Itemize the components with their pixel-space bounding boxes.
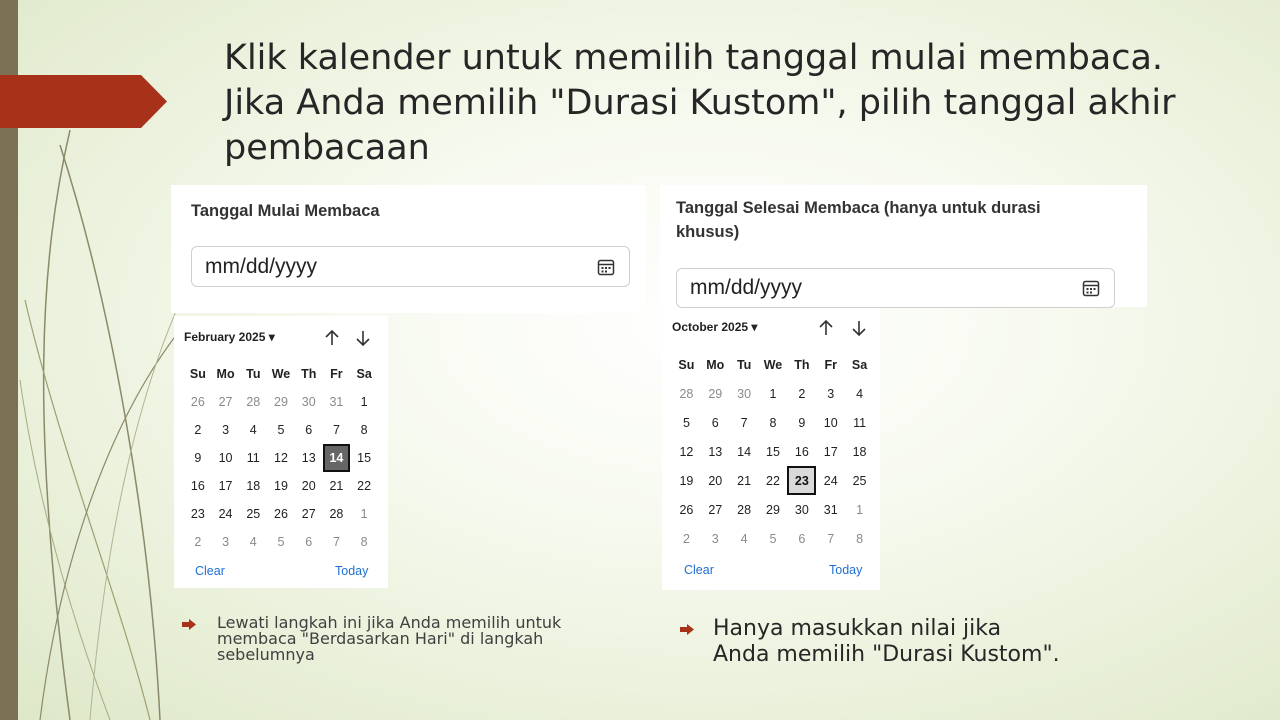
calendar-day[interactable]: 2 [682, 531, 690, 546]
start-date-input[interactable] [191, 246, 630, 287]
calendar-day[interactable]: 15 [357, 451, 372, 465]
calendar-day[interactable]: 9 [194, 451, 202, 465]
weekday-header: Fr [824, 357, 837, 372]
bullet-right-line1: Hanya masukkan nilai jika [713, 616, 1002, 641]
calendar-day[interactable]: 27 [708, 502, 723, 517]
calendar-day[interactable]: 8 [360, 423, 368, 437]
calendar-day[interactable]: 6 [305, 423, 313, 437]
calendar-day[interactable]: 9 [798, 415, 806, 430]
calendar-day[interactable]: 28 [737, 502, 752, 517]
calendar-day[interactable]: 8 [856, 531, 864, 546]
weekday-header: We [271, 367, 291, 381]
calendar-day[interactable]: 10 [218, 451, 233, 465]
calendar-grid [672, 350, 874, 553]
calendar-day[interactable]: 24 [218, 507, 233, 521]
calendar-day[interactable]: 19 [274, 479, 288, 493]
calendar-day[interactable]: 16 [794, 444, 809, 459]
bullet-right-text [713, 616, 1060, 668]
calendar-day[interactable]: 6 [798, 531, 806, 546]
calendar-icon[interactable] [597, 258, 615, 276]
end-date-label: Tanggal Selesai Membaca (hanya untuk durasi khusus) [676, 199, 1041, 241]
calendar-day[interactable]: 4 [249, 423, 257, 437]
calendar-day[interactable]: 10 [823, 415, 838, 430]
calendar-day[interactable]: 26 [679, 502, 694, 517]
calendar-day[interactable]: 20 [708, 473, 723, 488]
calendar-day[interactable]: 8 [769, 415, 777, 430]
calendar-day[interactable]: 25 [852, 473, 867, 488]
bullet-right-line2: Anda memilih "Durasi Kustom". [713, 642, 1060, 667]
calendar-day[interactable]: 2 [194, 535, 202, 549]
calendar-day[interactable]: 3 [222, 423, 230, 437]
calendar-day[interactable]: 5 [277, 423, 285, 437]
calendar-day[interactable]: 2 [194, 423, 202, 437]
today-button[interactable]: Today [335, 564, 369, 578]
arrow-up-icon[interactable] [817, 319, 835, 337]
calendar-day[interactable]: 14 [323, 444, 351, 472]
calendar-day[interactable]: 3 [827, 386, 835, 401]
calendar-day[interactable]: 23 [190, 507, 205, 521]
weekday-header: Su [678, 357, 695, 372]
calendar-day[interactable]: 6 [711, 415, 719, 430]
calendar-day[interactable]: 26 [190, 395, 205, 409]
calendar-day[interactable]: 14 [737, 444, 752, 459]
calendar-day[interactable]: 11 [246, 451, 260, 465]
calendar-day[interactable]: 7 [740, 415, 748, 430]
calendar-grid [184, 360, 378, 556]
calendar-day[interactable]: 30 [301, 395, 316, 409]
weekday-header: Th [301, 367, 317, 381]
calendar-day[interactable]: 29 [708, 386, 723, 401]
bullet-right [680, 616, 1100, 668]
calendar-day[interactable]: 4 [740, 531, 748, 546]
weekday-header: Tu [246, 367, 261, 381]
weekday-header: Sa [356, 367, 372, 381]
calendar-day[interactable]: 3 [711, 531, 719, 546]
calendar-day[interactable]: 7 [827, 531, 835, 546]
start-date-panel [171, 185, 646, 313]
calendar-day[interactable]: 6 [305, 535, 313, 549]
calendar-day[interactable]: 5 [682, 415, 690, 430]
calendar-day[interactable]: 28 [329, 507, 344, 521]
calendar-day[interactable]: 28 [246, 395, 261, 409]
calendar-day[interactable]: 12 [274, 451, 288, 465]
clear-button[interactable]: Clear [684, 563, 714, 577]
weekday-header: Mo [216, 367, 235, 381]
caret-down-icon: ▾ [268, 330, 275, 344]
calendar-day[interactable]: 5 [277, 535, 285, 549]
calendar-day[interactable]: 17 [218, 479, 233, 493]
weekday-header: Tu [736, 357, 752, 372]
calendar-day[interactable]: 1 [769, 386, 777, 401]
calendar-day[interactable]: 15 [766, 444, 780, 459]
calendar-icon[interactable] [1082, 279, 1100, 297]
calendar-day[interactable]: 3 [222, 535, 230, 549]
calendar-day[interactable]: 27 [301, 507, 316, 521]
calendar-day[interactable]: 11 [853, 415, 867, 430]
weekday-header: Su [189, 367, 206, 381]
bullet-left-text: Lewati langkah ini jika Anda memilih untuk membaca "Berdasarkan Hari" di langkah sebelumnya [217, 613, 562, 664]
calendar-day[interactable]: 18 [246, 479, 261, 493]
calendar-day[interactable]: 27 [218, 395, 233, 409]
end-date-input[interactable] [676, 268, 1115, 308]
calendar-day[interactable]: 29 [274, 395, 288, 409]
calendar-day[interactable]: 30 [737, 386, 752, 401]
calendar-day[interactable]: 21 [329, 479, 344, 493]
calendar-day[interactable]: 17 [823, 444, 838, 459]
calendar-day[interactable]: 29 [766, 502, 780, 517]
weekday-header: Mo [706, 357, 725, 372]
calendar-day[interactable]: 16 [190, 479, 205, 493]
title-arrow-marker [0, 75, 167, 128]
month-selector[interactable]: October 2025 ▾ [672, 320, 758, 334]
calendar-day[interactable]: 2 [798, 386, 806, 401]
slide-title: Klik kalender untuk memilih tanggal mulai membaca. Jika Anda memilih "Durasi Kustom", pilih tanggal akhir pembacaan [224, 38, 1176, 168]
calendar-day[interactable]: 13 [708, 444, 723, 459]
calendar-day[interactable]: 26 [274, 507, 288, 521]
clear-button[interactable]: Clear [195, 564, 225, 578]
calendar-day[interactable]: 23 [787, 466, 816, 495]
calendar-day[interactable]: 12 [679, 444, 694, 459]
start-date-placeholder: mm/dd/yyyy [205, 254, 318, 278]
calendar-day[interactable]: 5 [769, 531, 777, 546]
arrow-down-icon[interactable] [850, 319, 868, 337]
arrow-up-icon[interactable] [323, 329, 341, 347]
calendar-day[interactable]: 13 [301, 451, 316, 465]
today-button[interactable]: Today [829, 563, 863, 577]
end-date-placeholder: mm/dd/yyyy [690, 276, 803, 299]
calendar-day[interactable]: 4 [249, 535, 257, 549]
bullet-arrow-icon [182, 619, 196, 630]
bullet-left [182, 615, 582, 663]
end-date-panel [660, 185, 1147, 307]
weekday-header: Fr [330, 367, 343, 381]
calendar-day[interactable]: 7 [332, 423, 340, 437]
calendar-day[interactable]: 1 [360, 395, 368, 409]
calendar-day[interactable]: 25 [246, 507, 261, 521]
calendar-day[interactable]: 31 [329, 395, 344, 409]
calendar-day[interactable]: 20 [301, 479, 316, 493]
calendar-day[interactable]: 22 [357, 479, 372, 493]
weekday-header: We [763, 357, 783, 372]
calendar-day[interactable]: 24 [823, 473, 838, 488]
calendar-day[interactable]: 28 [679, 386, 694, 401]
calendar-day[interactable]: 30 [794, 502, 809, 517]
calendar-day[interactable]: 21 [737, 473, 752, 488]
start-date-label: Tanggal Mulai Membaca [191, 202, 380, 220]
calendar-day[interactable]: 1 [360, 507, 368, 521]
end-date-calendar [662, 308, 880, 590]
calendar-day[interactable]: 19 [679, 473, 694, 488]
calendar-day[interactable]: 31 [823, 502, 838, 517]
calendar-day[interactable]: 1 [856, 502, 864, 517]
weekday-header: Sa [851, 357, 868, 372]
caret-down-icon: ▾ [751, 320, 758, 334]
calendar-day[interactable]: 18 [852, 444, 867, 459]
calendar-day[interactable]: 4 [856, 386, 864, 401]
arrow-down-icon[interactable] [354, 329, 372, 347]
calendar-day[interactable]: 7 [332, 535, 340, 549]
start-date-calendar [174, 316, 388, 588]
month-selector[interactable]: February 2025 ▾ [184, 330, 275, 344]
calendar-day[interactable]: 8 [360, 535, 368, 549]
calendar-day[interactable]: 22 [766, 473, 780, 488]
bullet-arrow-icon [680, 624, 694, 635]
weekday-header: Th [794, 357, 810, 372]
